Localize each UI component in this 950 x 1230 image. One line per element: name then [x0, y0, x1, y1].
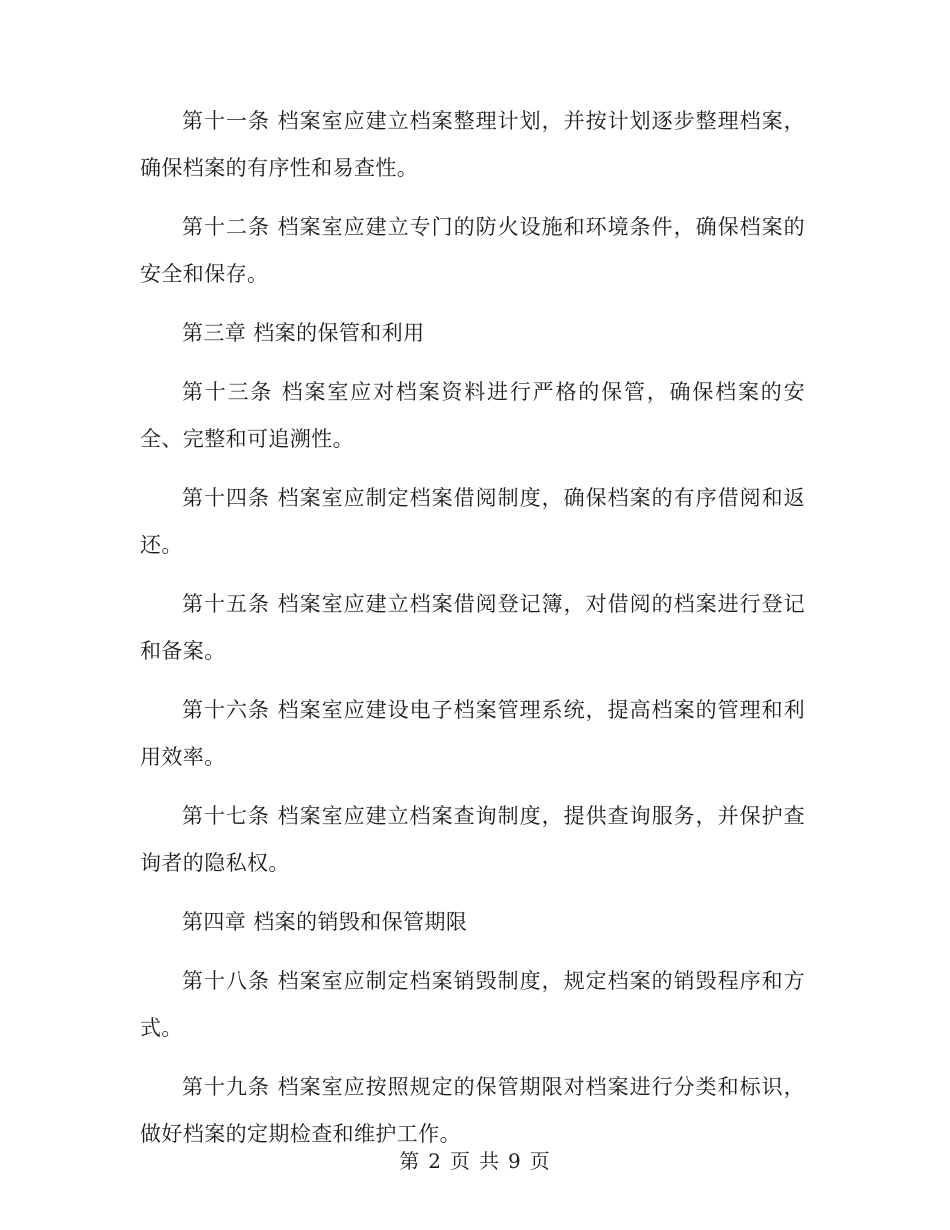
footer-page-word: 页 [450, 1149, 471, 1173]
article-14: 第十四条 档案室应制定档案借阅制度，确保档案的有序借阅和返还。 [140, 486, 805, 557]
footer-current-page: 2 [428, 1149, 442, 1173]
article-12: 第十二条 档案室应建立专门的防火设施和环境条件，确保档案的安全和保存。 [140, 215, 805, 286]
article-19: 第十九条 档案室应按照规定的保管期限对档案进行分类和标识，做好档案的定期检查和维护工作。 [140, 1075, 805, 1146]
article-17: 第十七条 档案室应建立档案查询制度，提供查询服务，并保护查询者的隐私权。 [140, 804, 805, 875]
footer-total-pages: 9 [508, 1149, 522, 1173]
document-body [140, 98, 805, 1170]
footer-prefix: 第 [399, 1149, 421, 1173]
article-18: 第十八条 档案室应制定档案销毁制度，规定档案的销毁程序和方式。 [140, 969, 805, 1040]
page-number-footer [0, 1145, 950, 1174]
article-13: 第十三条 档案室应对档案资料进行严格的保管，确保档案的安全、完整和可追溯性。 [140, 380, 805, 451]
article-15: 第十五条 档案室应建立档案借阅登记簿，对借阅的档案进行登记和备案。 [140, 592, 805, 663]
footer-total-word: 共 [479, 1149, 500, 1173]
article-16: 第十六条 档案室应建设电子档案管理系统，提高档案的管理和利用效率。 [140, 698, 805, 769]
article-11: 第十一条 档案室应建立档案整理计划，并按计划逐步整理档案，确保档案的有序性和易查性。 [140, 109, 805, 180]
chapter-4-heading: 第四章 档案的销毁和保管期限 [182, 910, 468, 934]
footer-suffix: 页 [529, 1149, 551, 1173]
chapter-3-heading: 第三章 档案的保管和利用 [182, 321, 425, 345]
